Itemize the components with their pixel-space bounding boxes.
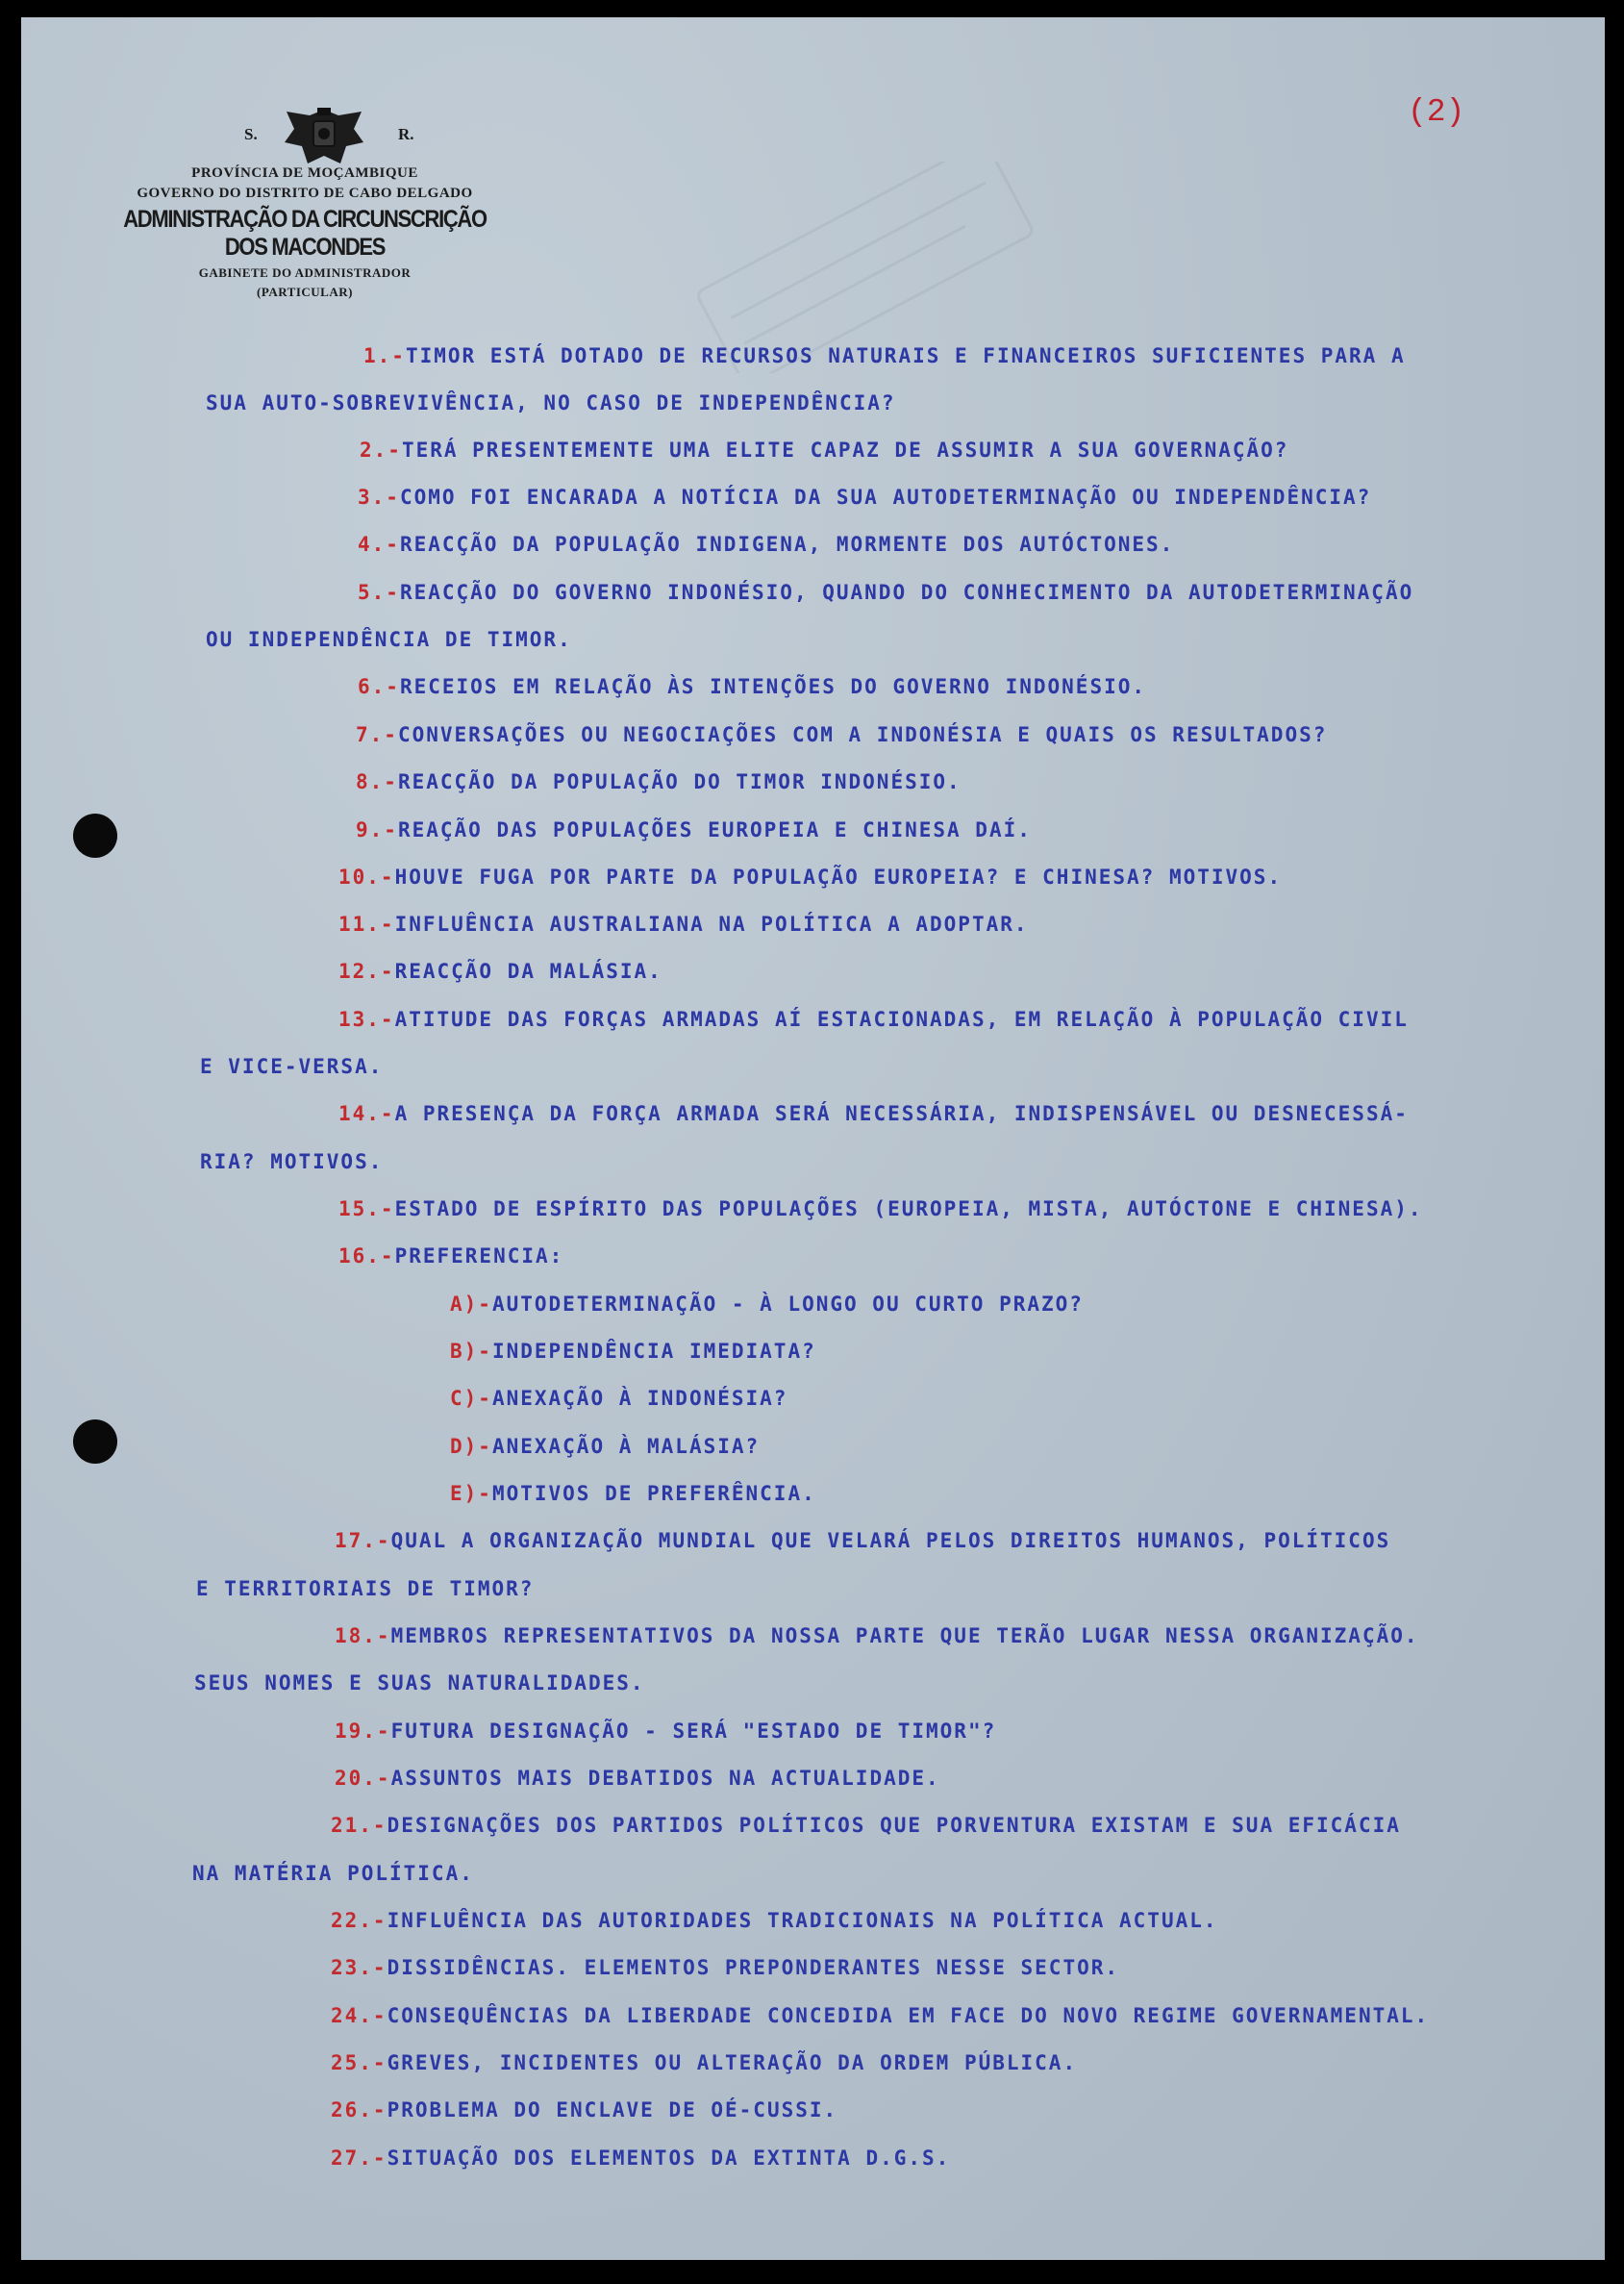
list-item: 14.-A PRESENÇA DA FORÇA ARMADA SERÁ NECESSÁRIA, INDISPENSÁVEL OU DESNECESSÁ-: [338, 1102, 1409, 1125]
list-item: 16.-PREFERENCIA:: [338, 1244, 564, 1267]
sub-item: B)-INDEPENDÊNCIA IMEDIATA?: [450, 1340, 816, 1363]
list-item-continuation: SEUS NOMES E SUAS NATURALIDADES.: [194, 1671, 645, 1694]
letterhead-government: GOVERNO DO DISTRITO DE CABO DELGADO: [137, 186, 473, 201]
list-item: 20.-ASSUNTOS MAIS DEBATIDOS NA ACTUALIDADE.: [335, 1767, 940, 1790]
list-item: 13.-ATITUDE DAS FORÇAS ARMADAS AÍ ESTACIONADAS, EM RELAÇÃO À POPULAÇÃO CIVIL: [338, 1008, 1409, 1031]
list-item-continuation: E TERRITORIAIS DE TIMOR?: [196, 1577, 535, 1600]
list-item: 10.-HOUVE FUGA POR PARTE DA POPULAÇÃO EUROPEIA? E CHINESA? MOTIVOS.: [338, 866, 1283, 889]
list-item-continuation: OU INDEPENDÊNCIA DE TIMOR.: [206, 628, 572, 651]
list-item: 12.-REACÇÃO DA MALÁSIA.: [338, 960, 662, 983]
letterhead-administration: ADMINISTRAÇÃO DA CIRCUNSCRIÇÃO DOS MACONDES: [123, 206, 487, 261]
list-item-continuation: RIA? MOTIVOS.: [200, 1150, 384, 1173]
list-item: 7.-CONVERSAÇÕES OU NEGOCIAÇÕES COM A INDONÉSIA E QUAIS OS RESULTADOS?: [356, 723, 1328, 746]
list-item-continuation: NA MATÉRIA POLÍTICA.: [192, 1862, 474, 1885]
letterhead-initial-right: R.: [398, 125, 414, 143]
list-item: 22.-INFLUÊNCIA DAS AUTORIDADES TRADICIONAIS NA POLÍTICA ACTUAL.: [331, 1909, 1218, 1932]
letterhead-private: (PARTICULAR): [257, 285, 353, 299]
list-item: 15.-ESTADO DE ESPÍRITO DAS POPULAÇÕES (EUROPEIA, MISTA, AUTÓCTONE E CHINESA).: [338, 1197, 1423, 1220]
list-item: 3.-COMO FOI ENCARADA A NOTÍCIA DA SUA AUTODETERMINAÇÃO OU INDEPENDÊNCIA?: [358, 486, 1372, 509]
list-item: 9.-REAÇÃO DAS POPULAÇÕES EUROPEIA E CHINESA DAÍ.: [356, 818, 1032, 841]
letterhead-initial-left: S.: [244, 125, 258, 143]
sub-item: A)-AUTODETERMINAÇÃO - À LONGO OU CURTO PRAZO?: [450, 1293, 1084, 1316]
list-item: 24.-CONSEQUÊNCIAS DA LIBERDADE CONCEDIDA EM FACE DO NOVO REGIME GOVERNAMENTAL.: [331, 2004, 1430, 2027]
sub-item: E)-MOTIVOS DE PREFERÊNCIA.: [450, 1482, 816, 1505]
sub-item: C)-ANEXAÇÃO À INDONÉSIA?: [450, 1387, 788, 1410]
sub-item: D)-ANEXAÇÃO À MALÁSIA?: [450, 1435, 761, 1458]
list-item: 26.-PROBLEMA DO ENCLAVE DE OÉ-CUSSI.: [331, 2098, 838, 2121]
list-item: 23.-DISSIDÊNCIAS. ELEMENTOS PREPONDERANTES NESSE SECTOR.: [331, 1956, 1120, 1979]
letterhead-cabinet: GABINETE DO ADMINISTRADOR: [198, 265, 412, 280]
list-item: 25.-GREVES, INCIDENTES OU ALTERAÇÃO DA ORDEM PÚBLICA.: [331, 2051, 1078, 2074]
list-item: 17.-QUAL A ORGANIZAÇÃO MUNDIAL QUE VELARÁ PELOS DIREITOS HUMANOS, POLÍTICOS: [335, 1529, 1391, 1552]
list-item: 27.-SITUAÇÃO DOS ELEMENTOS DA EXTINTA D.G.S.: [331, 2146, 951, 2170]
list-item: 4.-REACÇÃO DA POPULAÇÃO INDIGENA, MORMENTE DOS AUTÓCTONES.: [358, 533, 1175, 556]
list-item: 1.-TIMOR ESTÁ DOTADO DE RECURSOS NATURAIS E FINANCEIROS SUFICIENTES PARA A: [363, 344, 1406, 367]
list-item: 19.-FUTURA DESIGNAÇÃO - SERÁ "ESTADO DE TIMOR"?: [335, 1719, 997, 1743]
question-list: [21, 17, 1605, 2260]
list-item: 2.-TERÁ PRESENTEMENTE UMA ELITE CAPAZ DE ASSUMIR A SUA GOVERNAÇÃO?: [360, 439, 1289, 462]
letterhead-province: PROVÍNCIA DE MOÇAMBIQUE: [191, 165, 418, 181]
page-number: (2): [1408, 94, 1465, 130]
list-item-continuation: SUA AUTO-SOBREVIVÊNCIA, NO CASO DE INDEPENDÊNCIA?: [206, 391, 896, 414]
list-item-continuation: E VICE-VERSA.: [200, 1055, 384, 1078]
list-item: 5.-REACÇÃO DO GOVERNO INDONÉSIO, QUANDO DO CONHECIMENTO DA AUTODETERMINAÇÃO: [358, 581, 1414, 604]
list-item: 21.-DESIGNAÇÕES DOS PARTIDOS POLÍTICOS QUE PORVENTURA EXISTAM E SUA EFICÁCIA: [331, 1814, 1401, 1837]
list-item: 11.-INFLUÊNCIA AUSTRALIANA NA POLÍTICA A ADOPTAR.: [338, 913, 1029, 936]
list-item: 8.-REACÇÃO DA POPULAÇÃO DO TIMOR INDONÉSIO.: [356, 770, 962, 793]
list-item: 18.-MEMBROS REPRESENTATIVOS DA NOSSA PARTE QUE TERÃO LUGAR NESSA ORGANIZAÇÃO.: [335, 1624, 1419, 1647]
document-page: [21, 17, 1605, 2260]
list-item: 6.-RECEIOS EM RELAÇÃO ÀS INTENÇÕES DO GOVERNO INDONÉSIO.: [358, 675, 1147, 698]
